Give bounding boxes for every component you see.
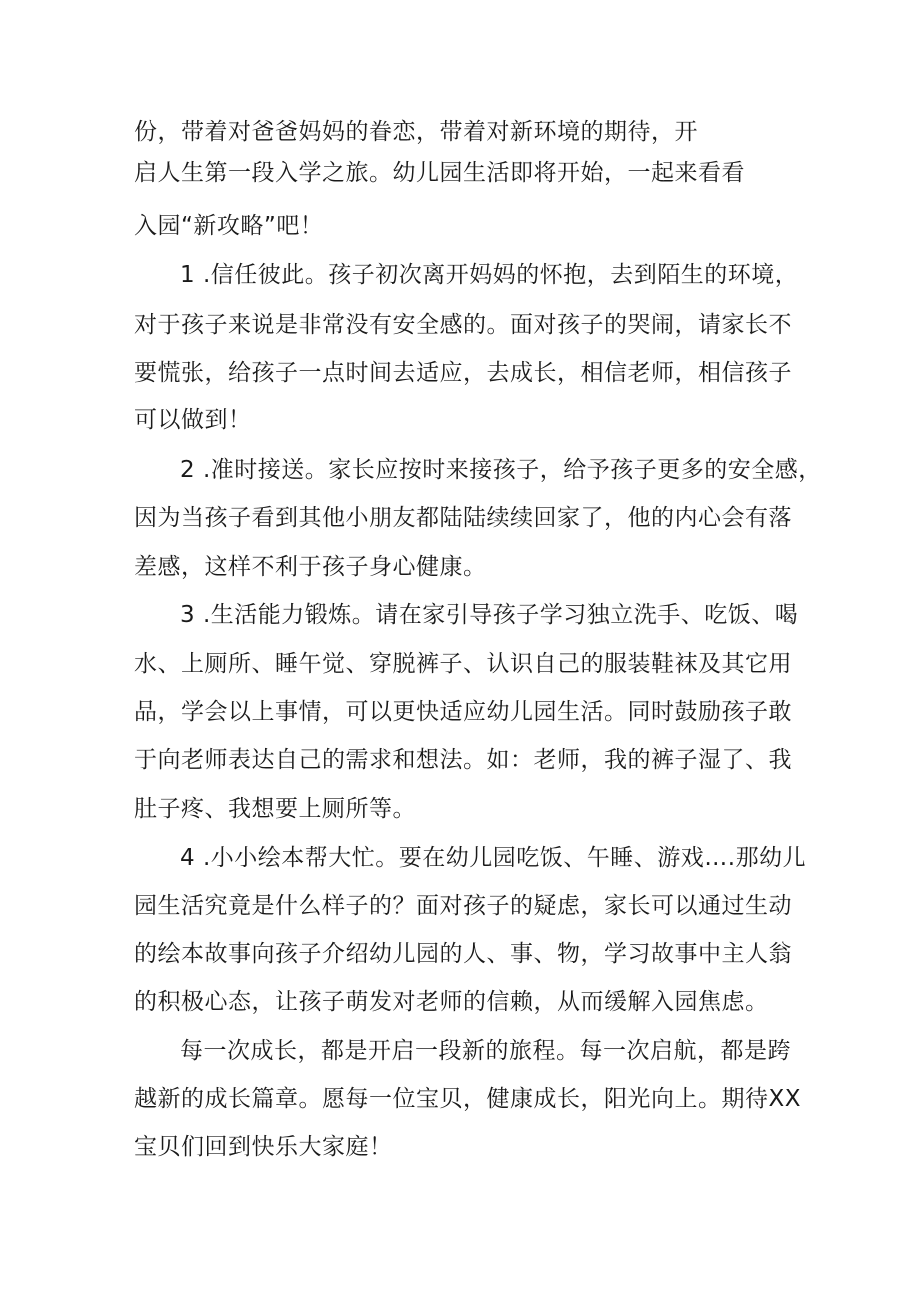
text-line: 份，带着对爸爸妈妈的眷恋，带着对新环境的期待，开 [134,119,698,145]
text-line: 入园“新攻略”吧！ [134,213,324,239]
text-line: 越新的成长篇章。愿每一位宝贝，健康成长，阳光向上。期待XX [134,1086,802,1112]
text-line: 因为当孩子看到其他小朋友都陆陆续续回家了，他的内心会有落 [134,505,792,531]
text-line: 1 .信任彼此。孩子初次离开妈妈的怀抱，去到陌生的环境， [180,262,799,288]
text-line: 差感，这样不利于孩子身心健康。 [134,554,487,580]
text-line: 对于孩子来说是非常没有安全感的。面对孩子的哭闹，请家长不 [134,312,792,338]
text-line: 每一次成长，都是开启一段新的旅程。每一次启航，都是跨 [180,1038,791,1064]
text-line: 3 .生活能力锻炼。请在家引导孩子学习独立洗手、吃饭、喝 [180,602,799,628]
text-line: 启人生第一段入学之旅。幼儿园生活即将开始，一起来看看 [134,160,745,186]
text-line: 2 .准时接送。家长应按时来接孩子，给予孩子更多的安全感， [180,457,822,483]
text-line: 品，学会以上事情，可以更快适应幼儿园生活。同时鼓励孩子敢 [134,699,792,725]
text-line: 可以做到！ [134,407,252,433]
text-line: 于向老师表达自己的需求和想法。如：老师，我的裤子湿了、我 [134,747,792,773]
text-line: 的绘本故事向孩子介绍幼儿园的人、事、物，学习故事中主人翁 [134,941,792,967]
text-line: 4 .小小绘本帮大忙。要在幼儿园吃饭、午睡、游戏….那幼儿 [180,845,807,871]
text-line: 肚子疼、我想要上厕所等。 [134,796,416,822]
text-line: 园生活究竟是什么样子的？面对孩子的疑虑，家长可以通过生动 [134,893,792,919]
text-line: 水、上厕所、睡午觉、穿脱裤子、认识自己的服装鞋袜及其它用 [134,651,792,677]
text-line: 宝贝们回到快乐大家庭！ [134,1134,393,1160]
text-line: 的积极心态，让孩子萌发对老师的信赖，从而缓解入园焦虑。 [134,989,769,1015]
text-line: 要慌张，给孩子一点时间去适应，去成长，相信老师，相信孩子 [134,360,792,386]
